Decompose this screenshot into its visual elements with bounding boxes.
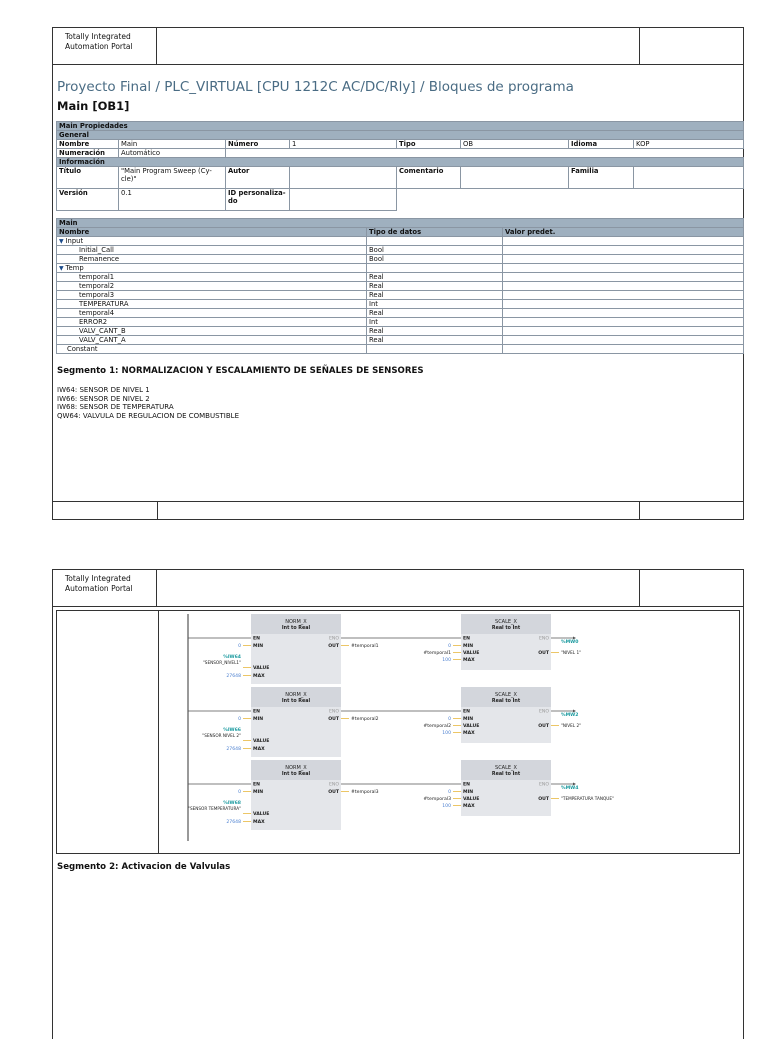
page-2-header — [53, 570, 743, 607]
block-type: Real to Int — [491, 626, 521, 631]
note-line: QW64: VALVULA DE REGULACION DE COMBUSTIBLE — [57, 411, 239, 420]
block-title: Main [OB1] — [57, 99, 130, 113]
tag-name: "TEMPERATURA TANQUE" — [561, 796, 614, 801]
pin-label: VALUE — [253, 666, 270, 671]
interface-row: temporal3 Real — [57, 291, 744, 300]
block-name: SCALE_X — [495, 765, 517, 771]
tia-portal-logo: Totally Integrated Automation Portal — [53, 570, 157, 606]
pin-label: EN — [463, 709, 470, 715]
interface-row: ERROR2 Int — [57, 318, 744, 327]
ladder-diagram — [57, 611, 739, 853]
section-header: Main Propiedades — [57, 122, 744, 131]
interface-row: TEMPERATURA Int — [57, 300, 744, 309]
pin-label: OUT — [328, 790, 339, 795]
pin-label: ENO — [329, 636, 339, 642]
pin-label: VALUE — [253, 812, 270, 817]
input-variable: #temporal3 — [423, 797, 451, 802]
block-type: Int to Real — [281, 772, 311, 777]
constant-value: 100 — [442, 804, 451, 809]
constant-value: 27648 — [226, 820, 241, 825]
block-type: Real to Int — [491, 772, 521, 777]
pin-label: OUT — [328, 644, 339, 649]
pin-label: OUT — [538, 724, 549, 729]
interface-row: Constant — [57, 345, 744, 354]
block-type: Int to Real — [281, 699, 311, 704]
pin-label: ENO — [539, 709, 549, 715]
constant-value: 0 — [238, 790, 241, 795]
tag-name: "NIVEL 1" — [561, 650, 582, 655]
pin-label: MIN — [463, 790, 474, 795]
pin-label: MIN — [463, 717, 474, 722]
constant-value: 0 — [448, 790, 451, 795]
col-header-tipo: Tipo de datos — [367, 228, 503, 237]
properties-table: Main Propiedades General Nombre Main Número 1 Tipo OB Idioma KOP Numeración Automático Información Título "Main Program Sweep (Cy- cle)" Autor Comentario Familia Versión 0.1 ID personaliza- do — [56, 121, 744, 211]
page-1-footer — [53, 501, 743, 519]
tag-name: "SENSOR_NIVEL1" — [202, 660, 241, 665]
interface-row: Initial_Call Bool — [57, 246, 744, 255]
section-header: General — [57, 131, 744, 140]
expand-triangle-icon[interactable]: ▼ — [59, 238, 66, 245]
tia-portal-logo: Totally Integrated Automation Portal — [53, 28, 157, 64]
note-line: IW68: SENSOR DE TEMPERATURA — [57, 403, 174, 412]
tag-address: %MW0 — [561, 640, 579, 645]
note-line: IW66: SENSOR DE NIVEL 2 — [57, 394, 150, 403]
output-variable: #temporal2 — [351, 717, 379, 722]
segment-1-comment — [57, 386, 743, 420]
block-type: Int to Real — [281, 626, 311, 631]
pin-label: MIN — [253, 644, 264, 649]
constant-value: 100 — [442, 731, 451, 736]
interface-row: VALV_CANT_A Real — [57, 336, 744, 345]
interface-row: temporal1 Real — [57, 273, 744, 282]
block-name: NORM_X — [285, 765, 307, 771]
pin-label: ENO — [539, 782, 549, 788]
segment-1-title: Segmento 1: NORMALIZACION Y ESCALAMIENTO DE SEÑALES DE SENSORES — [57, 366, 424, 376]
page-1-header — [53, 28, 743, 65]
interface-table — [56, 218, 744, 354]
pin-label: VALUE — [463, 797, 480, 802]
pin-label: VALUE — [463, 651, 480, 656]
pin-label: EN — [253, 709, 260, 715]
output-variable: #temporal3 — [351, 790, 379, 795]
constant-value: 0 — [238, 717, 241, 722]
constant-value: 0 — [448, 644, 451, 649]
pin-label: MAX — [463, 804, 475, 809]
col-header-valor: Valor predet. — [503, 228, 744, 237]
interface-row: Remanence Bool — [57, 255, 744, 264]
col-header-nombre: Nombre — [57, 228, 367, 237]
tag-address: %MW2 — [561, 713, 579, 718]
pin-label: MAX — [253, 747, 265, 752]
block-name: NORM_X — [285, 692, 307, 698]
tag-address: %IW66 — [223, 728, 241, 733]
section-header: Información — [57, 158, 744, 167]
pin-label: MAX — [253, 674, 265, 679]
tag-address: %IW68 — [223, 801, 241, 806]
pin-label: MAX — [463, 731, 475, 736]
pin-label: ENO — [539, 636, 549, 642]
constant-value: 100 — [442, 658, 451, 663]
block-name: NORM_X — [285, 619, 307, 625]
pin-label: EN — [253, 636, 260, 642]
pin-label: MIN — [463, 644, 474, 649]
pin-label: MAX — [463, 658, 475, 663]
pin-label: EN — [463, 782, 470, 788]
constant-value: 27648 — [226, 747, 241, 752]
tag-address: %IW64 — [223, 655, 241, 660]
pin-label: ENO — [329, 782, 339, 788]
interface-row: temporal2 Real — [57, 282, 744, 291]
note-line: IW64: SENSOR DE NIVEL 1 — [57, 386, 150, 394]
tag-address: %MW4 — [561, 786, 579, 791]
expand-triangle-icon[interactable]: ▼ — [59, 265, 66, 272]
section-header: Main — [57, 219, 744, 228]
pin-label: OUT — [538, 797, 549, 802]
block-type: Real to Int — [491, 699, 521, 704]
pin-label: VALUE — [253, 739, 270, 744]
constant-value: 0 — [448, 717, 451, 722]
pin-label: EN — [253, 782, 260, 788]
interface-row: ▼ Temp — [57, 264, 744, 273]
pin-label: MIN — [253, 790, 264, 795]
interface-row: ▼ Input — [57, 237, 744, 246]
constant-value: 0 — [238, 644, 241, 649]
output-variable: #temporal1 — [351, 644, 379, 649]
interface-row: VALV_CANT_B Real — [57, 327, 744, 336]
tag-name: "NIVEL 2" — [561, 723, 582, 728]
pin-label: VALUE — [463, 724, 480, 729]
network-1 — [56, 610, 740, 854]
block-name: SCALE_X — [495, 692, 517, 698]
pin-label: OUT — [328, 717, 339, 722]
interface-row: temporal4 Real — [57, 309, 744, 318]
pin-label: OUT — [538, 651, 549, 656]
constant-value: 27648 — [226, 674, 241, 679]
pin-label: EN — [463, 636, 470, 642]
tag-name: "SENSOR NIVEL 2" — [202, 733, 241, 738]
page-1 — [52, 27, 744, 520]
tag-name: "SENSOR TEMPERATURA" — [188, 806, 241, 811]
pin-label: MIN — [253, 717, 264, 722]
input-variable: #temporal2 — [423, 724, 451, 729]
block-name: SCALE_X — [495, 619, 517, 625]
segment-2-title: Segmento 2: Activacion de Valvulas — [57, 862, 231, 872]
project-path: Proyecto Final / PLC_VIRTUAL [CPU 1212C AC/DC/Rly] / Bloques de programa — [57, 79, 574, 95]
pin-label: MAX — [253, 820, 265, 825]
pin-label: ENO — [329, 709, 339, 715]
page-2 — [52, 569, 744, 1039]
input-variable: #temporal1 — [423, 651, 451, 656]
